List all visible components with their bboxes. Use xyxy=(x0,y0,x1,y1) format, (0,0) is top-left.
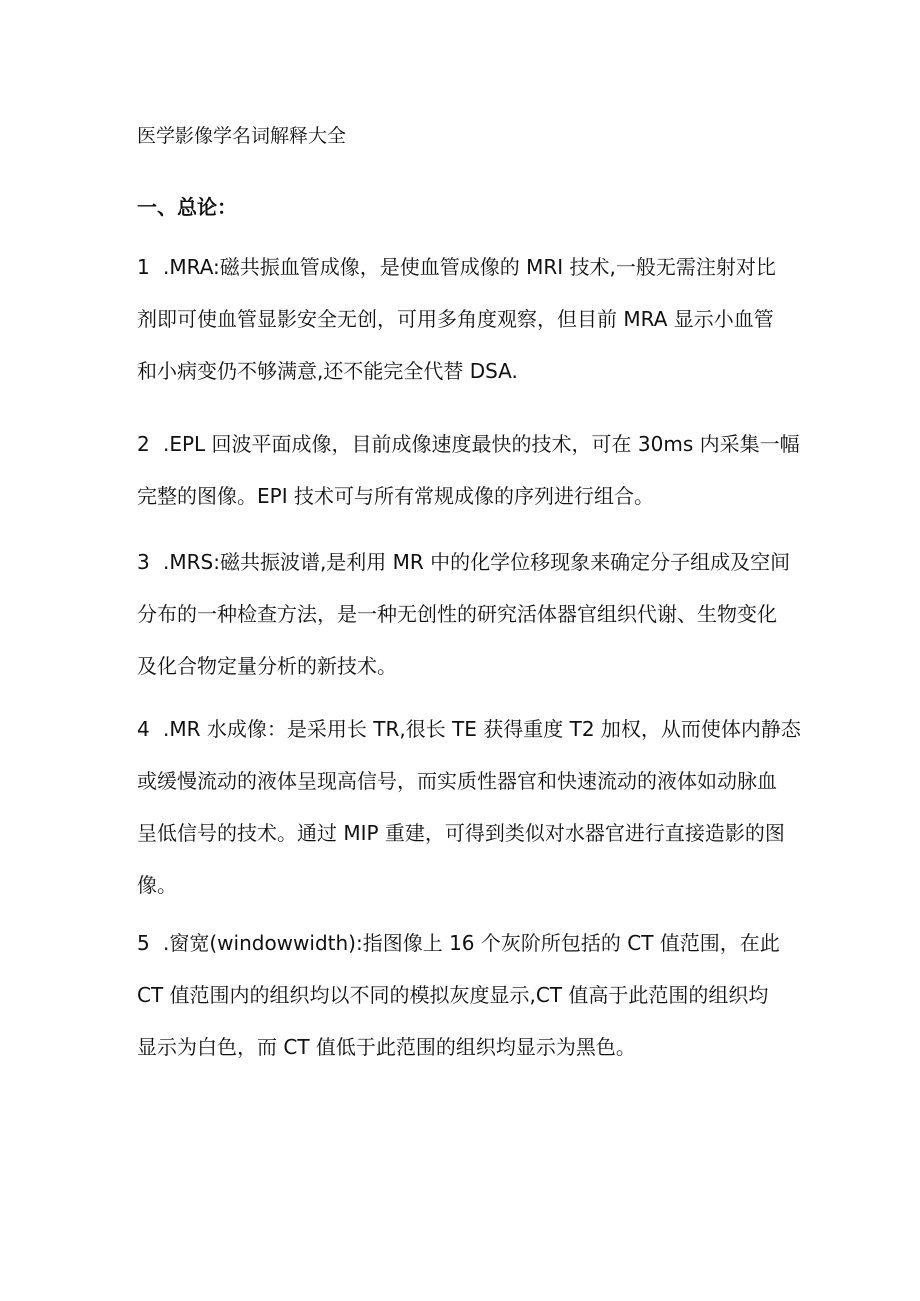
entry-line xyxy=(137,418,800,470)
entry-line xyxy=(137,241,787,293)
entry-number: 4 xyxy=(137,717,150,741)
entry-line: 剂即可使血管显影安全无创，可用多角度观察，但目前 MRA 显示小血管 xyxy=(137,307,774,331)
entry-line: 像。 xyxy=(137,873,177,897)
entry-line xyxy=(137,536,791,588)
entry-line: 分布的一种检查方法，是一种无创性的研究活体器官组织代谢、生物变化 xyxy=(137,602,777,626)
entry-text: .MR 水成像：是采用长 TR,很长 TE 获得重度 T2 加权，从而使体内静态 xyxy=(163,717,801,741)
entry-line xyxy=(137,917,787,969)
entry-number: 3 xyxy=(137,550,150,574)
document-title: 医学影像学名词解释大全 xyxy=(137,125,347,147)
entry-line: 或缓慢流动的液体呈现高信号，而实质性器官和快速流动的液体如动脉血 xyxy=(137,769,777,793)
entry-line: 显示为白色，而 CT 值低于此范围的组织均显示为黑色。 xyxy=(137,1035,636,1059)
entry-text: .MRA:磁共振血管成像，是使血管成像的 MRI 技术,一般无需注射对比 xyxy=(163,255,776,279)
entry-line: 及化合物定量分析的新技术。 xyxy=(137,654,397,678)
entry-text: .MRS:磁共振波谱,是利用 MR 中的化学位移现象来确定分子组成及空间 xyxy=(163,550,791,574)
entry-text: .窗宽(windowwidth):指图像上 16 个灰阶所包括的 CT 值范围，在此 xyxy=(163,931,780,955)
entry-mr-hydrography xyxy=(137,703,801,911)
entry-line: CT 值范围内的组织均以不同的模拟灰度显示,CT 值高于此范围的组织均 xyxy=(137,983,769,1007)
entry-epl xyxy=(137,418,800,522)
entry-line: 呈低信号的技术。通过 MIP 重建，可得到类似对水器官进行直接造影的图 xyxy=(137,821,785,845)
entry-mra xyxy=(137,241,787,397)
entry-number: 5 xyxy=(137,931,150,955)
section-heading: 一、总论： xyxy=(137,195,237,219)
entry-number: 2 xyxy=(137,432,150,456)
entry-line: 完整的图像。EPI 技术可与所有常规成像的序列进行组合。 xyxy=(137,484,654,508)
entry-text: .EPL 回波平面成像，目前成像速度最快的技术，可在 30ms 内采集一幅 xyxy=(163,432,800,456)
entry-line: 和小病变仍不够满意,还不能完全代替 DSA. xyxy=(137,359,518,383)
entry-line xyxy=(137,703,801,755)
entry-mrs xyxy=(137,536,791,692)
entry-number: 1 xyxy=(137,255,150,279)
entry-window-width xyxy=(137,917,787,1073)
